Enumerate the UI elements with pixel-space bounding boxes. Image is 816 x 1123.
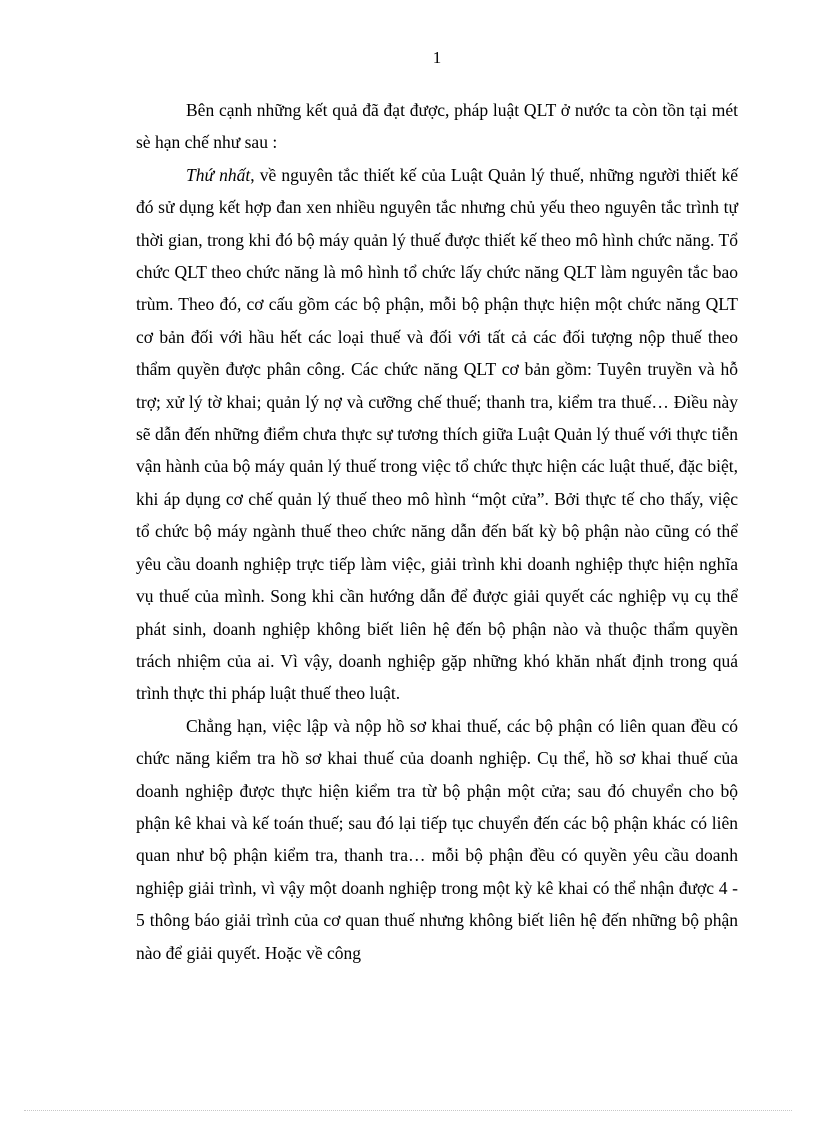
page-number: 1	[432, 48, 442, 67]
paragraph-text: Bên cạnh những kết quả đã đạt được, pháp luật QLT ở nước ta còn tồn tại mét sè hạn chế như sau :	[136, 100, 738, 153]
paragraph-intro	[136, 94, 738, 159]
paragraph-text: Chẳng hạn, việc lập và nộp hồ sơ khai thuế, các bộ phận có liên quan đều có chức năng kiểm tra hồ sơ khai thuế của doanh nghiệp. Cụ thể, hồ sơ khai thuế của doanh nghiệp được thực hiện kiểm tra từ bộ phận một cửa; sau đó chuyển cho bộ phận kê khai và kế toán thuế; sau đó lại tiếp tục chuyển đến các bộ phận khác có liên quan như bộ phận kiểm tra, thanh tra… mỗi bộ phận đều có quyền yêu cầu doanh nghiệp giải trình, vì vậy một doanh nghiệp trong một kỳ kê khai có thể nhận được 4 - 5 thông báo giải trình của cơ quan thuế nhưng không biết liên hệ đến những bộ phận nào để giải quyết. Hoặc về công	[136, 715, 738, 963]
paragraph-lead: Thứ nhất	[186, 164, 251, 185]
document-body	[136, 94, 738, 969]
page-bottom-divider	[24, 1110, 792, 1111]
paragraph-first-point	[136, 159, 738, 710]
paragraph-text: , về nguyên tắc thiết kế của Luật Quản lý thuế, những người thiết kế đó sử dụng kết hợp đan xen nhiều nguyên tắc nhưng chủ yếu theo nguyên tắc trình tự thời gian, trong khi đó bộ máy quản lý thuế được thiết kế theo mô hình chức năng. Tổ chức QLT theo chức năng là mô hình tổ chức lấy chức năng QLT làm nguyên tắc bao trùm. Theo đó, cơ cấu gồm các bộ phận, mỗi bộ phận thực hiện một chức năng QLT cơ bản đối với hầu hết các loại thuế và đối với tất cả các đối tượng nộp thuế theo thẩm quyền được phân công. Các chức năng QLT cơ bản gồm: Tuyên truyền và hỗ trợ; xử lý tờ khai; quản lý nợ và cưỡng chế thuế; thanh tra, kiểm tra thuế… Điều này sẽ dẫn đến những điểm chưa thực sự tương thích giữa Luật Quản lý thuế với thực tiễn vận hành của bộ máy quản lý thuế trong việc tổ chức thực hiện các luật thuế, đặc biệt, khi áp dụng cơ chế quản lý thuế theo mô hình “một cửa”. Bởi thực tế cho thấy, việc tổ chức bộ máy ngành thuế theo chức năng dẫn đến bất kỳ bộ phận nào cũng có thể yêu cầu doanh nghiệp trực tiếp làm việc, giải trình khi doanh nghiệp thực hiện nghĩa vụ thuế của mình. Song khi cần hướng dẫn để được giải quyết các nghiệp vụ cụ thể phát sinh, doanh nghiệp không biết liên hệ đến bộ phận nào và thuộc thẩm quyền trách nhiệm của ai. Vì vậy, doanh nghiệp gặp những khó khăn nhất định trong quá trình thực thi pháp luật thuế theo luật.	[136, 164, 738, 704]
paragraph-example	[136, 710, 738, 969]
